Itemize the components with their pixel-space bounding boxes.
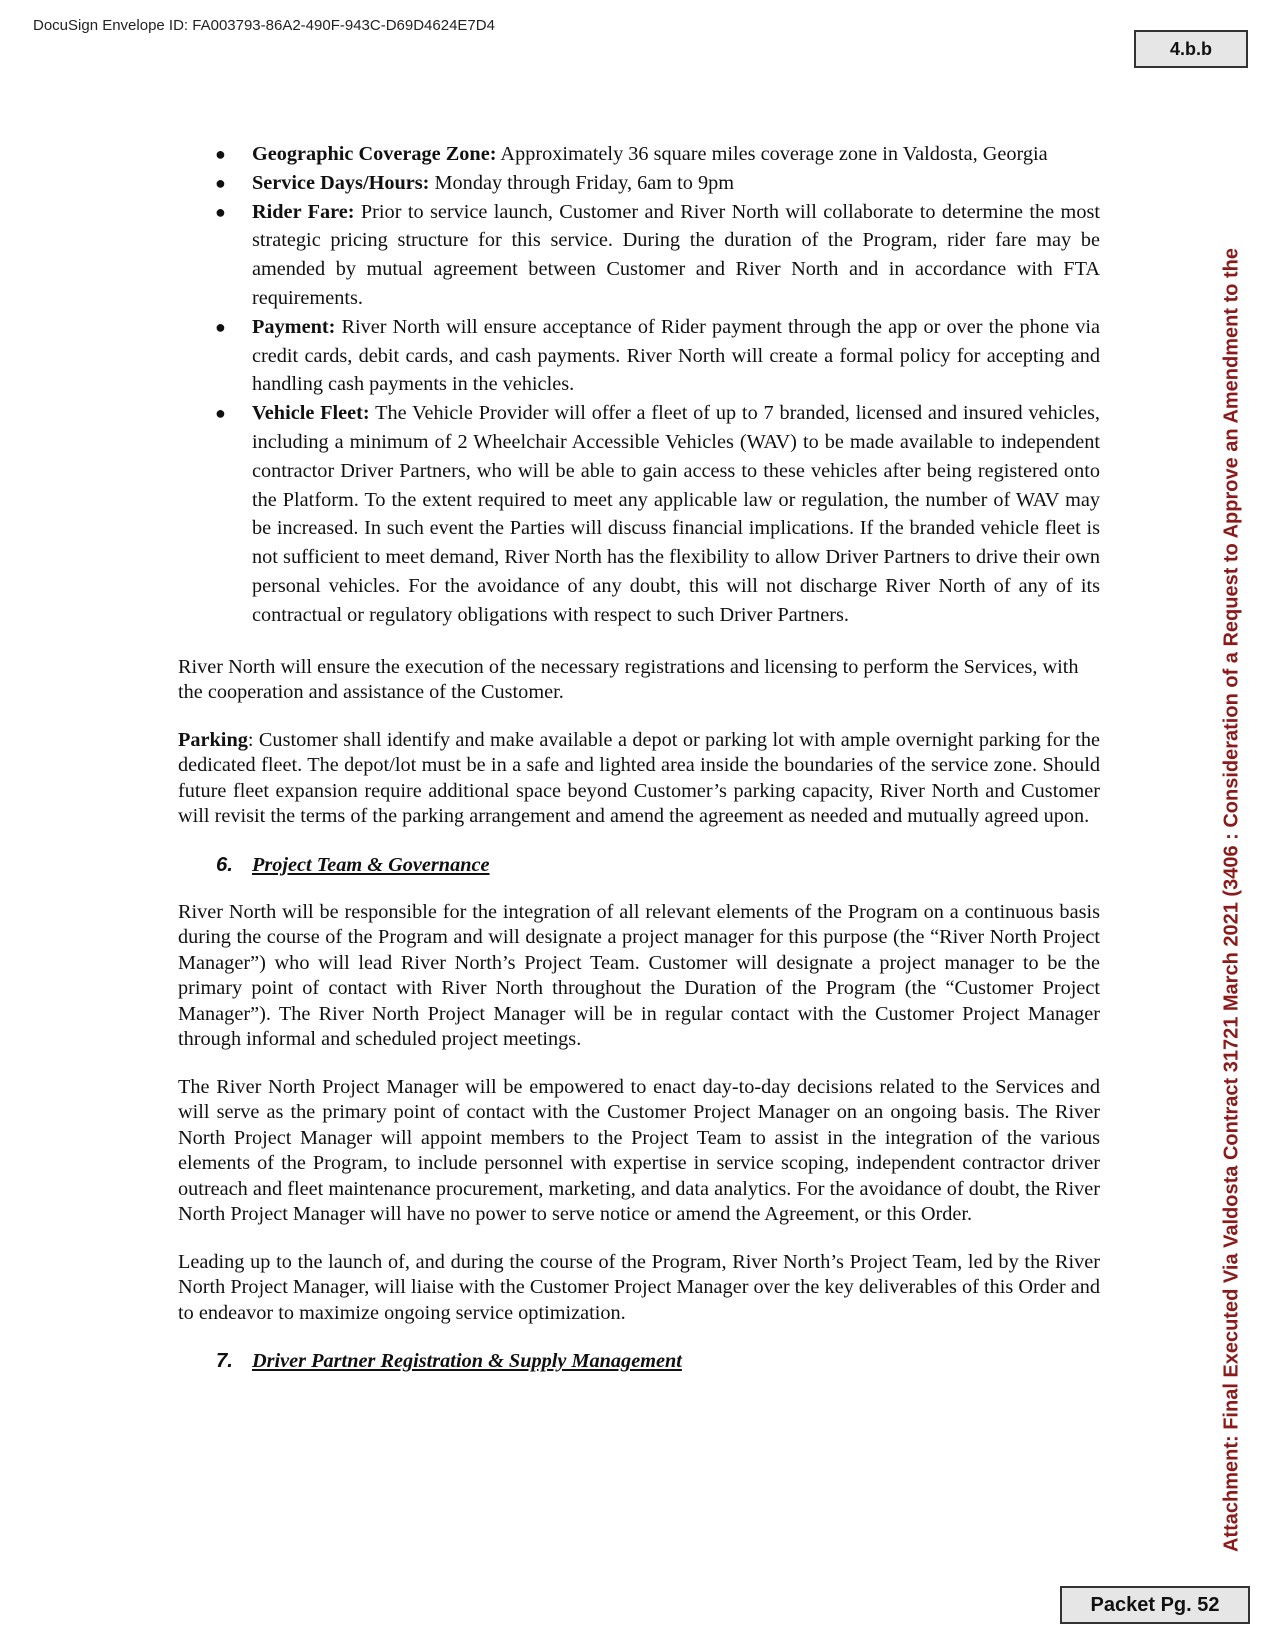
governance-paragraph-3: Leading up to the launch of, and during the course of the Program, River North’s Project Team, led by the River North Project Manager, will liaise with the Customer Project Manager over the key deliverables of this Order and to endeavor to maximize ongoing service optimization. (178, 1250, 1100, 1324)
list-item (178, 169, 1100, 198)
bullet-label: Geographic Coverage Zone: (252, 143, 497, 165)
bullet-icon: ● (215, 201, 226, 222)
item-badge: 4.b.b (1134, 30, 1248, 68)
bullet-icon: ● (215, 144, 226, 164)
bullet-icon: ● (215, 316, 226, 337)
parking-text: : Customer shall identify and make available a depot or parking lot with ample overnight parking for the dedicated fleet. The depot/lot must be in a safe and lighted area inside the boundaries of the service zone. Should future fleet expansion require additional space beyond Customer’s parking capacity, River North and Customer will revisit the terms of the parking arrangement and amend the agreement as needed and mutually agreed upon. (178, 728, 1100, 828)
service-details-list (178, 140, 1100, 630)
document-body (178, 140, 1100, 1375)
bullet-icon: ● (215, 172, 226, 193)
bullet-text: Prior to service launch, Customer and River North will collaborate to determine the most strategic pricing structure for this service. During the duration of the Program, rider fare may be amended by mutual agreement between Customer and River North and in accordance with FTA requirements. (252, 200, 1100, 309)
bullet-icon: ● (215, 403, 226, 424)
list-item (178, 313, 1100, 399)
section-title: Project Team & Governance (252, 853, 490, 876)
bullet-text: River North will ensure acceptance of Rider payment through the app or over the phone via credit cards, debit cards, and cash payments. River North will create a formal policy for accepting and handling cash payments in the vehicles. (252, 315, 1100, 396)
bullet-label: Payment: (252, 315, 336, 338)
bullet-text: Approximately 36 square miles coverage zone in Valdosta, Georgia (496, 143, 1048, 165)
bullet-label: Vehicle Fleet: (252, 402, 370, 425)
registrations-paragraph: River North will ensure the execution of the necessary registrations and licensing to perform the Services, with the cooperation and assistance of the Customer. (178, 655, 1079, 704)
list-item (178, 140, 1100, 169)
bullet-text: The Vehicle Provider will offer a fleet of up to 7 branded, licensed and insured vehicles, including a minimum of 2 Wheelchair Accessible Vehicles (WAV) to be made available to independent contractor Driver Partners, who will be able to gain access to these vehicles after being registered onto the Platform. To the extent required to meet any applicable law or regulation, the number of WAV may be increased. In such event the Parties will discuss financial implications. If the branded vehicle fleet is not sufficient to meet demand, River North has the flexibility to allow Driver Partners to drive their own personal vehicles. For the avoidance of any doubt, this will not discharge River North of any of its contractual or regulatory obligations with respect to such Driver Partners. (252, 402, 1101, 626)
attachment-sidebar-text: Attachment: Final Executed Via Valdosta Contract 31721 March 2021 (3406 : Consideration of a Request to Approve an Amendment to the (1220, 247, 1243, 1553)
packet-page-badge: Packet Pg. 52 (1060, 1586, 1250, 1624)
section-number: 7. (216, 1350, 233, 1373)
bullet-label: Service Days/Hours: (252, 171, 430, 194)
bullet-label: Rider Fare: (252, 200, 355, 223)
governance-paragraph-1: River North will be responsible for the integration of all relevant elements of the Program on a continuous basis during the course of the Program and will designate a project manager for this purpose (the “River North Project Manager”) who will lead River North’s Project Team. Customer will designate a project manager to be the primary point of contact with River North throughout the Duration of the Program (the “Customer Project Manager”). The River North Project Manager will be in regular contact with the Customer Project Manager through informal and scheduled project meetings. (178, 900, 1100, 1051)
section-number: 6. (216, 853, 233, 876)
governance-paragraph-2: The River North Project Manager will be empowered to enact day-to-day decisions related to the Services and will serve as the primary point of contact with the Customer Project Manager on an ongoing basis. The River North Project Manager will appoint members to the Project Team to assist in the integration of the various elements of the Program, to include personnel with expertise in service scoping, independent contractor driver outreach and fleet maintenance procurement, marketing, and data analytics. For the avoidance of doubt, the River North Project Manager will have no power to serve notice or amend the Agreement, or this Order. (178, 1075, 1100, 1226)
list-item (178, 399, 1100, 629)
bullet-text: Monday through Friday, 6am to 9pm (429, 171, 735, 194)
list-item (178, 198, 1100, 313)
parking-label: Parking (178, 728, 248, 751)
section-7-heading (178, 1347, 1100, 1375)
parking-paragraph (178, 728, 1100, 830)
section-6-heading (178, 851, 1100, 879)
section-title: Driver Partner Registration & Supply Management (252, 1350, 682, 1373)
envelope-id: DocuSign Envelope ID: FA003793-86A2-490F-943C-D69D4624E7D4 (33, 17, 495, 34)
